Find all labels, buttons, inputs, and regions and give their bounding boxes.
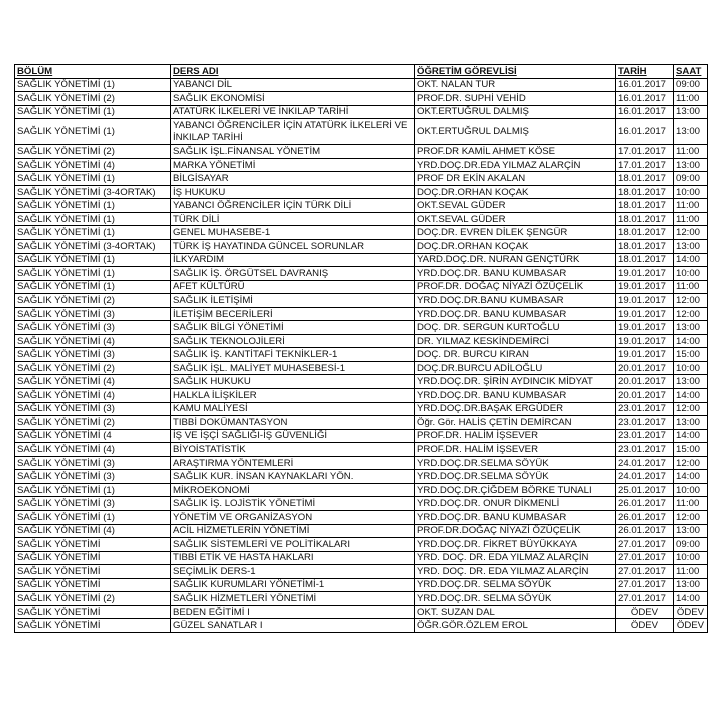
bolum-cell: SAĞLIK YÖNETİMİ (1) (15, 105, 171, 119)
ogretim-gorevlisi-cell: YRD.DOÇ.DR. BANU KUMBASAR (415, 267, 616, 281)
table-row (15, 578, 708, 592)
ders-adi-cell: BİYOİSTATİSTİK (171, 443, 415, 457)
table-row (15, 456, 708, 470)
ogretim-gorevlisi-cell: OKT.ERTUĞRUL DALMIŞ (415, 105, 616, 119)
ogretim-gorevlisi-cell: DOÇ.DR.ORHAN KOÇAK (415, 185, 616, 199)
ders-adi-cell: YABANCI DİL (171, 78, 415, 92)
ogretim-gorevlisi-cell: PROF.DR.DOĞAÇ NİYAZİ ÖZÜÇELİK (415, 524, 616, 538)
ogretim-gorevlisi-cell: DR. YILMAZ KESKİNDEMİRCİ (415, 334, 616, 348)
table-row (15, 334, 708, 348)
ders-adi-cell: BİLGİSAYAR (171, 172, 415, 186)
tarih-cell: 18.01.2017 (616, 253, 674, 267)
ogretim-gorevlisi-cell: YRD.DOÇ.DR.BANU KUMBASAR (415, 294, 616, 308)
saat-cell: ÖDEV (674, 605, 708, 619)
table-row (15, 443, 708, 457)
ders-adi-cell: MARKA YÖNETİMİ (171, 158, 415, 172)
ders-adi-cell: TIBBİ DOKÜMANTASYON (171, 416, 415, 430)
bolum-cell: SAĞLIK YÖNETİMİ (3) (15, 470, 171, 484)
table-row (15, 416, 708, 430)
tarih-cell: 26.01.2017 (616, 510, 674, 524)
ogretim-gorevlisi-cell: YRD.DOÇ.DR. SELMA SÖYÜK (415, 592, 616, 606)
ders-adi-cell: SAĞLIK TEKNOLOJİLERİ (171, 334, 415, 348)
tarih-cell: 19.01.2017 (616, 321, 674, 335)
tarih-cell: 27.01.2017 (616, 578, 674, 592)
bolum-cell: SAĞLIK YÖNETİMİ (3) (15, 456, 171, 470)
tarih-cell: 19.01.2017 (616, 334, 674, 348)
tarih-cell: 16.01.2017 (616, 78, 674, 92)
bolum-cell: SAĞLIK YÖNETİMİ (1) (15, 280, 171, 294)
bolum-cell: SAĞLIK YÖNETİMİ (3-4ORTAK) (15, 240, 171, 254)
bolum-cell: SAĞLIK YÖNETİMİ (1) (15, 212, 171, 226)
header-row (15, 65, 708, 79)
tarih-cell: ÖDEV (616, 619, 674, 633)
table-row (15, 267, 708, 281)
saat-cell: 09:00 (674, 538, 708, 552)
header-saat: SAAT (674, 65, 708, 79)
saat-cell: 12:00 (674, 307, 708, 321)
table-row (15, 538, 708, 552)
tarih-cell: 23.01.2017 (616, 416, 674, 430)
ders-adi-cell: İLETİŞİM BECERİLERİ (171, 307, 415, 321)
ogretim-gorevlisi-cell: YRD.DOÇ.DR. SELMA SÖYÜK (415, 578, 616, 592)
saat-cell: 14:00 (674, 429, 708, 443)
saat-cell: 12:00 (674, 510, 708, 524)
ogretim-gorevlisi-cell: DOÇ.DR. EVREN DİLEK ŞENGÜR (415, 226, 616, 240)
bolum-cell: SAĞLIK YÖNETİMİ (3-4ORTAK) (15, 185, 171, 199)
ogretim-gorevlisi-cell: YRD.DOÇ.DR.ÇİĞDEM BÖRKE TUNALI (415, 483, 616, 497)
bolum-cell: SAĞLIK YÖNETİMİ (3) (15, 402, 171, 416)
table-row (15, 226, 708, 240)
table-row (15, 361, 708, 375)
saat-cell: 15:00 (674, 443, 708, 457)
table-row (15, 92, 708, 106)
ders-adi-cell: GENEL MUHASEBE-1 (171, 226, 415, 240)
tarih-cell: 23.01.2017 (616, 443, 674, 457)
bolum-cell: SAĞLIK YÖNETİMİ (2) (15, 145, 171, 159)
ogretim-gorevlisi-cell: YRD.DOÇ.DR.SELMA SÖYÜK (415, 470, 616, 484)
header-ders-adi: DERS ADI (171, 65, 415, 79)
table-row (15, 212, 708, 226)
ders-adi-cell: YABANCI ÖĞRENCİLER İÇİN TÜRK DİLİ (171, 199, 415, 213)
table-row (15, 348, 708, 362)
ders-adi-cell: ACİL HİZMETLERİN YÖNETİMİ (171, 524, 415, 538)
ders-adi-cell: ARAŞTIRMA YÖNTEMLERİ (171, 456, 415, 470)
table-row (15, 280, 708, 294)
ders-adi-cell: SAĞLIK İŞ. KANTİTAFİ TEKNİKLER-1 (171, 348, 415, 362)
table-row (15, 524, 708, 538)
bolum-cell: SAĞLIK YÖNETİMİ (2) (15, 361, 171, 375)
saat-cell: 12:00 (674, 456, 708, 470)
header-bolum: BÖLÜM (15, 65, 171, 79)
saat-cell: 12:00 (674, 402, 708, 416)
ogretim-gorevlisi-cell: YRD.DOÇ.DR. BANU KUMBASAR (415, 307, 616, 321)
ogretim-gorevlisi-cell: YRD.DOÇ.DR. BANU KUMBASAR (415, 510, 616, 524)
saat-cell: 13:00 (674, 375, 708, 389)
ogretim-gorevlisi-cell: PROF.DR. SUPHİ VEHİD (415, 92, 616, 106)
ogretim-gorevlisi-cell: OKT. NALAN TUR (415, 78, 616, 92)
tarih-cell: 16.01.2017 (616, 105, 674, 119)
bolum-cell: SAĞLIK YÖNETİMİ (4) (15, 334, 171, 348)
tarih-cell: 19.01.2017 (616, 267, 674, 281)
ogretim-gorevlisi-cell: PROF.DR KAMİL AHMET KÖSE (415, 145, 616, 159)
ders-adi-cell: GÜZEL SANATLAR I (171, 619, 415, 633)
tarih-cell: 20.01.2017 (616, 389, 674, 403)
ogretim-gorevlisi-cell: YRD.DOÇ.DR. ŞİRİN AYDINCIK MİDYAT (415, 375, 616, 389)
table-row (15, 375, 708, 389)
table-row (15, 619, 708, 633)
ogretim-gorevlisi-cell: PROF DR EKİN AKALAN (415, 172, 616, 186)
tarih-cell: ÖDEV (616, 605, 674, 619)
table-row (15, 497, 708, 511)
ders-adi-cell: SAĞLIK SİSTEMLERİ VE POLİTİKALARI (171, 538, 415, 552)
table-row (15, 158, 708, 172)
bolum-cell: SAĞLIK YÖNETİMİ (1) (15, 78, 171, 92)
tarih-cell: 26.01.2017 (616, 524, 674, 538)
saat-cell: 13:00 (674, 105, 708, 119)
tarih-cell: 27.01.2017 (616, 551, 674, 565)
tarih-cell: 17.01.2017 (616, 158, 674, 172)
ders-adi-cell: AFET KÜLTÜRÜ (171, 280, 415, 294)
bolum-cell: SAĞLIK YÖNETİMİ (15, 538, 171, 552)
table-row (15, 470, 708, 484)
saat-cell: 13:00 (674, 524, 708, 538)
bolum-cell: SAĞLIK YÖNETİMİ (2) (15, 416, 171, 430)
bolum-cell: SAĞLIK YÖNETİMİ (3) (15, 348, 171, 362)
bolum-cell: SAĞLIK YÖNETİMİ (15, 619, 171, 633)
ogretim-gorevlisi-cell: YRD.DOÇ.DR. BANU KUMBASAR (415, 389, 616, 403)
tarih-cell: 18.01.2017 (616, 199, 674, 213)
ogretim-gorevlisi-cell: PROF.DR. HALİM İŞSEVER (415, 443, 616, 457)
saat-cell: 11:00 (674, 497, 708, 511)
bolum-cell: SAĞLIK YÖNETİMİ (2) (15, 592, 171, 606)
saat-cell: 14:00 (674, 253, 708, 267)
tarih-cell: 18.01.2017 (616, 240, 674, 254)
ders-adi-cell: TÜRK İŞ HAYATINDA GÜNCEL SORUNLAR (171, 240, 415, 254)
tarih-cell: 16.01.2017 (616, 119, 674, 145)
saat-cell: 13:00 (674, 119, 708, 145)
header-ogretim-gorevlisi: ÖĞRETİM GÖREVLİSİ (415, 65, 616, 79)
saat-cell: 13:00 (674, 578, 708, 592)
ogretim-gorevlisi-cell: DOÇ. DR. BURCU KIRAN (415, 348, 616, 362)
saat-cell: 14:00 (674, 389, 708, 403)
tarih-cell: 19.01.2017 (616, 280, 674, 294)
bolum-cell: SAĞLIK YÖNETİMİ (4 (15, 429, 171, 443)
table-row (15, 199, 708, 213)
tarih-cell: 18.01.2017 (616, 185, 674, 199)
saat-cell: 13:00 (674, 158, 708, 172)
saat-cell: 10:00 (674, 267, 708, 281)
bolum-cell: SAĞLIK YÖNETİMİ (4) (15, 158, 171, 172)
saat-cell: 13:00 (674, 416, 708, 430)
tarih-cell: 19.01.2017 (616, 307, 674, 321)
ders-adi-cell: TÜRK DİLİ (171, 212, 415, 226)
tarih-cell: 19.01.2017 (616, 294, 674, 308)
table-row (15, 565, 708, 579)
table-row (15, 185, 708, 199)
tarih-cell: 20.01.2017 (616, 375, 674, 389)
bolum-cell: SAĞLIK YÖNETİMİ (4) (15, 375, 171, 389)
tarih-cell: 24.01.2017 (616, 470, 674, 484)
ders-adi-cell: SAĞLIK İŞL. MALİYET MUHASEBESİ-1 (171, 361, 415, 375)
saat-cell: 11:00 (674, 565, 708, 579)
ogretim-gorevlisi-cell: OKT.SEVAL GÜDER (415, 199, 616, 213)
table-row (15, 389, 708, 403)
ders-adi-cell: BEDEN EĞİTİMİ I (171, 605, 415, 619)
bolum-cell: SAĞLIK YÖNETİMİ (3) (15, 497, 171, 511)
ders-adi-cell: İŞ HUKUKU (171, 185, 415, 199)
saat-cell: 11:00 (674, 212, 708, 226)
saat-cell: 10:00 (674, 361, 708, 375)
tarih-cell: 18.01.2017 (616, 226, 674, 240)
bolum-cell: SAĞLIK YÖNETİMİ (4) (15, 524, 171, 538)
ogretim-gorevlisi-cell: OKT. SUZAN DAL (415, 605, 616, 619)
saat-cell: 14:00 (674, 592, 708, 606)
tarih-cell: 26.01.2017 (616, 497, 674, 511)
ogretim-gorevlisi-cell: ÖĞR.GÖR.ÖZLEM EROL (415, 619, 616, 633)
saat-cell: 10:00 (674, 185, 708, 199)
bolum-cell: SAĞLIK YÖNETİMİ (2) (15, 294, 171, 308)
ders-adi-cell: YÖNETİM VE ORGANİZASYON (171, 510, 415, 524)
bolum-cell: SAĞLIK YÖNETİMİ (2) (15, 92, 171, 106)
saat-cell: 12:00 (674, 294, 708, 308)
table-row (15, 145, 708, 159)
table-row (15, 321, 708, 335)
ders-adi-cell: SAĞLIK BİLGİ YÖNETİMİ (171, 321, 415, 335)
ders-adi-cell: MİKROEKONOMİ (171, 483, 415, 497)
tarih-cell: 18.01.2017 (616, 172, 674, 186)
ogretim-gorevlisi-cell: PROF.DR. HALİM İŞSEVER (415, 429, 616, 443)
bolum-cell: SAĞLIK YÖNETİMİ (1) (15, 199, 171, 213)
ogretim-gorevlisi-cell: Öğr. Gör. HALİS ÇETİN DEMİRCAN (415, 416, 616, 430)
tarih-cell: 23.01.2017 (616, 402, 674, 416)
ogretim-gorevlisi-cell: YRD.DOÇ.DR.BAŞAK ERGÜDER (415, 402, 616, 416)
ogretim-gorevlisi-cell: OKT.SEVAL GÜDER (415, 212, 616, 226)
bolum-cell: SAĞLIK YÖNETİMİ (3) (15, 321, 171, 335)
tarih-cell: 27.01.2017 (616, 538, 674, 552)
saat-cell: 15:00 (674, 348, 708, 362)
ogretim-gorevlisi-cell: YRD.DOÇ.DR. FİKRET BÜYÜKKAYA (415, 538, 616, 552)
saat-cell: 14:00 (674, 470, 708, 484)
bolum-cell: SAĞLIK YÖNETİMİ (1) (15, 510, 171, 524)
bolum-cell: SAĞLIK YÖNETİMİ (1) (15, 267, 171, 281)
ogretim-gorevlisi-cell: PROF.DR. DOĞAÇ NİYAZİ ÖZÜÇELİK (415, 280, 616, 294)
ders-adi-cell: SAĞLIK İŞ. LOJİSTİK YÖNETİMİ (171, 497, 415, 511)
tarih-cell: 17.01.2017 (616, 145, 674, 159)
table-row (15, 592, 708, 606)
bolum-cell: SAĞLIK YÖNETİMİ (4) (15, 389, 171, 403)
table-row (15, 510, 708, 524)
bolum-cell: SAĞLIK YÖNETİMİ (15, 565, 171, 579)
saat-cell: 13:00 (674, 240, 708, 254)
ders-adi-cell: SEÇİMLİK DERS-1 (171, 565, 415, 579)
table-row (15, 78, 708, 92)
bolum-cell: SAĞLIK YÖNETİMİ (1) (15, 483, 171, 497)
saat-cell: 11:00 (674, 280, 708, 294)
ders-adi-cell: TIBBİ ETİK VE HASTA HAKLARI (171, 551, 415, 565)
ogretim-gorevlisi-cell: DOÇ.DR.ORHAN KOÇAK (415, 240, 616, 254)
ders-adi-cell: YABANCI ÖĞRENCİLER İÇİN ATATÜRK İLKELERİ VE İNKILAP TARİHİ (171, 119, 415, 145)
ogretim-gorevlisi-cell: YRD. DOÇ. DR. EDA YILMAZ ALARÇİN (415, 551, 616, 565)
ogretim-gorevlisi-cell: YRD.DOÇ.DR. ONUR DİKMENLİ (415, 497, 616, 511)
ogretim-gorevlisi-cell: DOÇ.DR.BURCU ADİLOĞLU (415, 361, 616, 375)
ders-adi-cell: SAĞLIK HİZMETLERİ YÖNETİMİ (171, 592, 415, 606)
saat-cell: 11:00 (674, 92, 708, 106)
table-body (15, 78, 708, 632)
ders-adi-cell: HALKLA İLİŞKİLER (171, 389, 415, 403)
table-row (15, 172, 708, 186)
table-row (15, 402, 708, 416)
saat-cell: 14:00 (674, 334, 708, 348)
bolum-cell: SAĞLIK YÖNETİMİ (15, 551, 171, 565)
ders-adi-cell: SAĞLIK KURUMLARI YÖNETİMİ-1 (171, 578, 415, 592)
ders-adi-cell: SAĞLIK İŞL.FİNANSAL YÖNETİM (171, 145, 415, 159)
saat-cell: ÖDEV (674, 619, 708, 633)
table-row (15, 105, 708, 119)
ders-adi-cell: SAĞLIK HUKUKU (171, 375, 415, 389)
bolum-cell: SAĞLIK YÖNETİMİ (1) (15, 119, 171, 145)
ogretim-gorevlisi-cell: YARD.DOÇ.DR. NURAN GENÇTÜRK (415, 253, 616, 267)
tarih-cell: 25.01.2017 (616, 483, 674, 497)
ogretim-gorevlisi-cell: YRD. DOÇ. DR. EDA YILMAZ ALARÇİN (415, 565, 616, 579)
saat-cell: 10:00 (674, 551, 708, 565)
ders-adi-cell: SAĞLIK İLETİŞİMİ (171, 294, 415, 308)
ogretim-gorevlisi-cell: DOÇ. DR. SERGUN KURTOĞLU (415, 321, 616, 335)
table-row (15, 119, 708, 145)
saat-cell: 12:00 (674, 226, 708, 240)
tarih-cell: 20.01.2017 (616, 361, 674, 375)
bolum-cell: SAĞLIK YÖNETİMİ (1) (15, 253, 171, 267)
ders-adi-cell: SAĞLIK EKONOMİSİ (171, 92, 415, 106)
saat-cell: 09:00 (674, 78, 708, 92)
ders-adi-cell: KAMU MALİYESİ (171, 402, 415, 416)
tarih-cell: 18.01.2017 (616, 212, 674, 226)
tarih-cell: 23.01.2017 (616, 429, 674, 443)
ders-adi-cell: İŞ VE İŞÇİ SAĞLIĞI-İŞ GÜVENLİĞİ (171, 429, 415, 443)
table-row (15, 605, 708, 619)
table-row (15, 294, 708, 308)
tarih-cell: 24.01.2017 (616, 456, 674, 470)
saat-cell: 09:00 (674, 172, 708, 186)
tarih-cell: 19.01.2017 (616, 348, 674, 362)
ogretim-gorevlisi-cell: OKT.ERTUĞRUL DALMIŞ (415, 119, 616, 145)
saat-cell: 10:00 (674, 483, 708, 497)
table-row (15, 429, 708, 443)
table-row (15, 307, 708, 321)
saat-cell: 11:00 (674, 199, 708, 213)
saat-cell: 13:00 (674, 321, 708, 335)
bolum-cell: SAĞLIK YÖNETİMİ (15, 605, 171, 619)
table-row (15, 551, 708, 565)
bolum-cell: SAĞLIK YÖNETİMİ (15, 578, 171, 592)
header-tarih: TARİH (616, 65, 674, 79)
ogretim-gorevlisi-cell: YRD.DOÇ.DR.SELMA SÖYÜK (415, 456, 616, 470)
table-row (15, 253, 708, 267)
ders-adi-cell: SAĞLIK KUR. İNSAN KAYNAKLARI YÖN. (171, 470, 415, 484)
tarih-cell: 27.01.2017 (616, 565, 674, 579)
table-row (15, 240, 708, 254)
exam-schedule-table (14, 64, 708, 633)
saat-cell: 11:00 (674, 145, 708, 159)
ders-adi-cell: SAĞLIK İŞ. ÖRGÜTSEL DAVRANIŞ (171, 267, 415, 281)
bolum-cell: SAĞLIK YÖNETİMİ (3) (15, 307, 171, 321)
bolum-cell: SAĞLIK YÖNETİMİ (1) (15, 226, 171, 240)
bolum-cell: SAĞLIK YÖNETİMİ (1) (15, 172, 171, 186)
bolum-cell: SAĞLIK YÖNETİMİ (4) (15, 443, 171, 457)
table-row (15, 483, 708, 497)
tarih-cell: 16.01.2017 (616, 92, 674, 106)
ogretim-gorevlisi-cell: YRD.DOÇ.DR.EDA YILMAZ ALARÇİN (415, 158, 616, 172)
tarih-cell: 27.01.2017 (616, 592, 674, 606)
ders-adi-cell: İLKYARDIM (171, 253, 415, 267)
ders-adi-cell: ATATÜRK İLKELERİ VE İNKILAP TARİHİ (171, 105, 415, 119)
